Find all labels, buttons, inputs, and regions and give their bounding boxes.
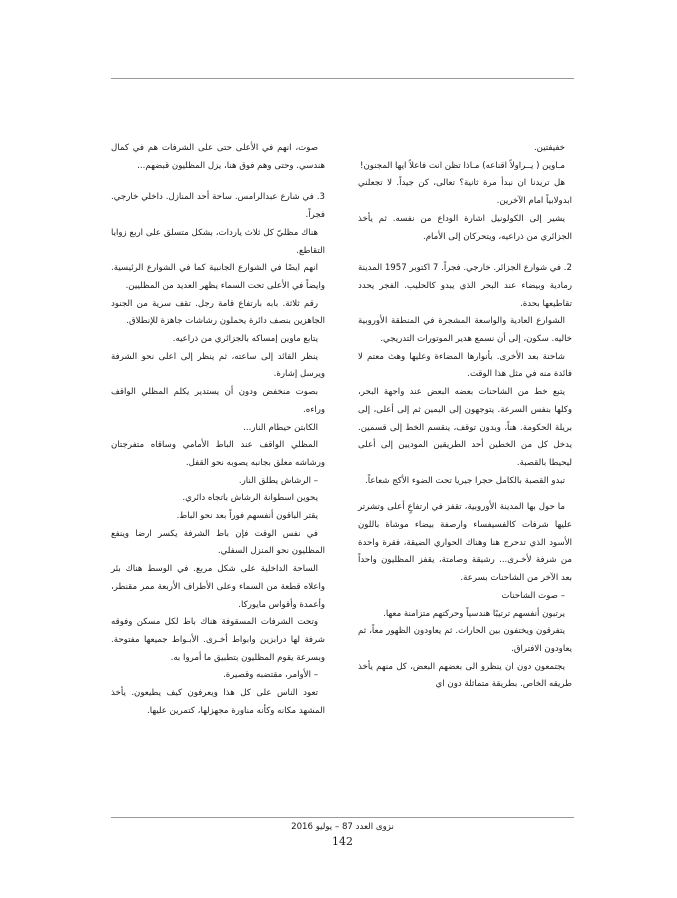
paragraph: – صوت الشاحنات	[501, 590, 565, 601]
paragraph: يتبع خط من الشاحنات بعضه البعض عند واجهة البحر، وكلها بنفس السرعة. يتوجهون إلى اليمين ثم إلى أعلى، إلى بريلة الحكومة. هناً، وبدون توقف، ينقسم الخط إلى قسمين. يدخل كل من الخطين أحد الطريقين الموديين إلى أعلى ليحيطا بالقصبة.	[358, 387, 572, 468]
paragraph: ينظر القائد إلى ساعته، ثم ينظر إلى اعلى نحو الشرفة ويرسل إشارة.	[111, 351, 325, 380]
header-rule	[111, 78, 574, 79]
page-footer	[111, 819, 574, 849]
paragraph: رقم ثلاثة. بابه بارتفاع قامة رجل. تقف سرية من الجنود الجاهزين بنصف دائرة يحملون رشاشات جاهزة للإنطلاق.	[111, 298, 325, 327]
paragraph: يقتر الباقون أنفسهم فوراً بعد نحو الباط.	[176, 511, 318, 522]
paragraph: يجتمعون دون ان ينظرو الى بعضهم البعض، كل منهم يأخذ طريقه الخاص. بطريقة متماثلة دون اي	[358, 661, 572, 690]
paragraph: شاحنة بعد الأخرى. بأنوارها المضاءة وعليها وهث معتم لا فائدة منه في مثل هذا الوقت.	[358, 351, 572, 380]
issue-label: نزوى العدد 87 – يوليو 2016	[291, 822, 394, 832]
paragraph: يشير إلى الكولونيل اشارة الوداع من نفسه. ثم يأخذ الجزائري من ذراعيه، ويتحركان إلى الأمام.	[358, 213, 572, 242]
page-number: 142	[332, 835, 353, 848]
paragraph: – الأوامر، مقتضبه وقصيرة.	[223, 670, 318, 681]
paragraph: يرتبون أنفسهم ترتيبًا هندسياً وحركتهم متزامنة معها.	[383, 608, 565, 619]
paragraph: بصوت منخفض ودون أن يستدير يكلم المظلي الواقف وراءه.	[111, 387, 325, 415]
paragraph: الساحة الداخلية على شكل مربع. في الوسط هناك بئر واعلاه قطعة من السماء وعلى الأطراف الأربعة ممر مقنطر، وأعمدة وأقواس مايوركا.	[111, 564, 325, 610]
paragraph: مـاوين ( يــراولاً اقناعه) مـاذا تظن انت فاعلاً ايها المجنون!	[360, 160, 565, 171]
paragraph: انهم ايضًا في الشوارع الجانبية كما في الشوارع الرئيسية. وايضاً في الأعلى تحت السماء يظهر العديد من المظليين.	[111, 263, 325, 291]
paragraph: تعود الناس على كل هذا ويعرفون كيف يطيعون. يأخذ المشهد مكانه وكأنه مناورة مجهزلها، كتمرين عليها.	[111, 688, 325, 716]
scene-heading: 2. في شوارع الجزائر. خارجي. فجراً. 7 اكتوبر 1957 المدينة رمادية وبيضاء عند البحر الذي يبدو كالحليب. الفجر يحدد تقاطيعها بحدة.	[358, 263, 572, 309]
paragraph: هل تريدنا ان نبدأ مرة ثانية؟ تعالى، كن جيداً. لا تجعلني ابدولابياً امام الآخرين.	[358, 178, 572, 207]
left-column	[111, 140, 325, 721]
paragraph: الكابتن حيطام النار...	[243, 422, 318, 433]
paragraph: هناك مظليّ كل ثلاث ياردات، بشكل متسلق على اربع زوايا التقاطع.	[111, 227, 325, 256]
paragraph: وتحت الشرفات المسقوفة هناك باط لكل مسكن وفوقه شرفة لها درابزين وابواط أخـرى. الأبـواط جميعها مفتوحة. وبسرعة يقوم المظليون بتطبيق ما أمروا به.	[111, 617, 325, 663]
paragraph: يتابع ماوين إمساكه بالجزائري من ذراعيه.	[172, 334, 318, 345]
paragraph: في نفس الوقت فإن باط الشرفة يكسر ارضا وينفع المظليون نحو المنزل السفلي.	[111, 528, 325, 557]
paragraph: الشوارع العادية والواسعة المشجرة في المنطقة الأوروبية خاليه. سكون، إلى أن نسمع هدير الموتورات التدريجي.	[358, 316, 572, 345]
paragraph: خفيفتين.	[533, 143, 565, 153]
paragraph: يتفرقون ويختفون بين الحارات. ثم يعاودون الظهور معاً، ثم يعاودون الافتراق.	[358, 626, 572, 654]
right-column	[358, 140, 572, 694]
footer-rule	[111, 817, 574, 818]
scene-heading: 3. في شارع عبدالرامس. ساحة أحد المنازل. داخلي خارجي. فجراً.	[111, 192, 325, 221]
paragraph: تبدو القصبة بالكامل حجرا جيريا تحت الضوء الأكج شعاعاً.	[365, 475, 565, 486]
paragraph: يحوين اسطوانة الرشاش باتجاه دائري.	[182, 493, 318, 504]
paragraph: صوت، انهم في الأعلى حتى على الشرفات هم في كمال هندسي. وحتى وهم فوق هنا، يزل المظليون قبضهم...	[111, 143, 325, 171]
paragraph: المظلي الواقف عند الباط الأمامي وساقاه متفرجتان ورشاشه معلق بجانبه يصوبه نحو القفل.	[111, 440, 325, 468]
paragraph: – الرشاش يطلق النار.	[238, 475, 318, 486]
paragraph: ما حول بها المدينة الأوروبية، تقفز في ارتفاعٍ أعلى وتشرتر عليها شرفات كالفسيفساء وارصفة بيضاء موشاة باللون الأسود الذي تدحرج هنا وهناك الحواري الضيقة، فقرة واحدة من شرفة لأخـرى... رشيقة وصامتة، يقفز المظليون واحداً بعد الآخر من الشاحنات بسرعة.	[358, 502, 572, 584]
